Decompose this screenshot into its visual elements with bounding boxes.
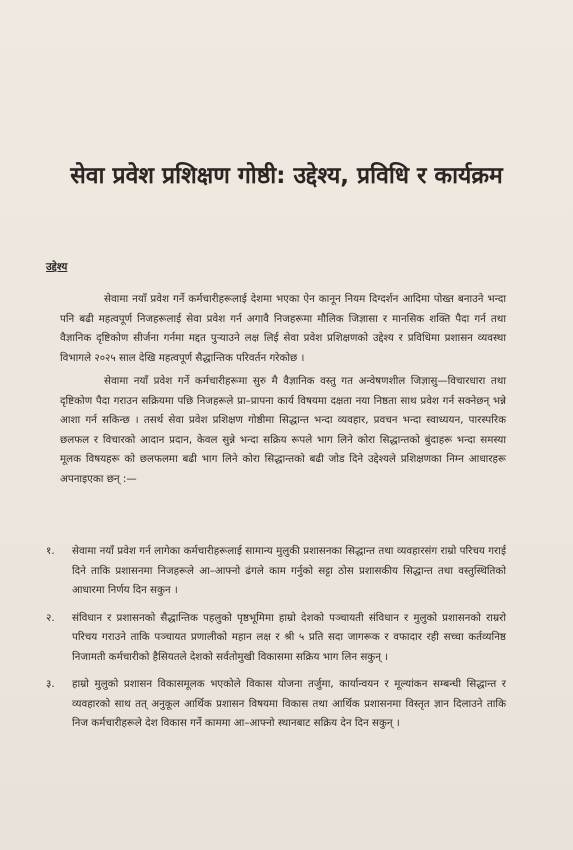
paragraph: सेवामा नयाँ प्रवेश गर्ने कर्मचारीहरूमा सुरु मै वैज्ञानिक वस्तु गत अन्वेषणशील जिज्ञासु—विचारधारा तथा दृष्टिकोण पैदा गराउन सक्रियमा पछि निजहरूले प्रा–प्रापना कार्य विषयमा दक्षता नया निष्ठता साथ प्रवेश गर्न सक्नेछन् भन्ने आशा गर्न सकिन्छ । तसर्थ सेवा प्रवेश प्रशिक्षण गोष्ठीमा सिद्धान्त भन्दा व्यवहार, प्रवचन भन्दा स्वाध्ययन, पारस्परिक छलफल र विचारको आदान प्रदान, केवल सुन्ने भन्दा सक्रिय रूपले भाग लिने कोरा सिद्धान्तको बुंदाहरू भन्दा समस्या मूलक विषयहरू को छलफलमा बढी भाग लिने कोरा सिद्धान्तको बढी जोड दिने उद्देश्यले प्रशिक्षणका निम्न आधारहरू अपनाइएका छन् :— xyxy=(60,375,506,485)
list-item xyxy=(46,675,506,734)
list-number: १. xyxy=(46,545,55,557)
paragraph: सेवामा नयाँ प्रवेश गर्ने कर्मचारीहरूलाई देशमा भएका ऐन कानून नियम दिग्दर्शन आदिमा पोख्त बनाउने भन्दा पनि बढी महत्वपूर्ण निजहरूलाई सेवा प्रवेश गर्न अगावै निजहरूमा मौलिक जिज्ञासा र मानसिक शक्ति पैदा गर्न तथा वैज्ञानिक दृष्टिकोण सीर्जना गर्नमा मद्दत पुऱ्याउने लक्ष लिई सेवा प्रवेश प्रशिक्षणको उद्देश्य र प्रविधिमा प्रशासन व्यवस्था विभागले २०२५ साल देखि महत्वपूर्ण सैद्धान्तिक परिवर्तन गरेकोछ । xyxy=(60,293,506,364)
list-number: २. xyxy=(46,611,55,624)
list-text: संविधान र प्रशासनको सैद्धान्तिक पहलुको पृष्ठभूमिमा हाम्रो देशको पञ्चायती संविधान र मुलुको प्रशासनको राम्ररो परिचय गराउने ताकि पञ्चायत प्रणालीको महान लक्ष र श्री ५ प्रति सदा जागरूक र वफादार रही सच्चा कर्तव्यनिष्ठ निजामती कर्मचारीको हैसियतले देशको सर्वतोमुखी विकासमा सक्रिय भाग लिन सकुन् । xyxy=(72,611,506,663)
section-heading: उद्देश्य xyxy=(46,261,68,273)
list-item xyxy=(46,609,506,668)
list-number: ३. xyxy=(46,678,55,690)
page-title: सेवा प्रवेश प्रशिक्षण गोष्ठी: उद्देश्य, प्रविधि र कार्यक्रम xyxy=(70,163,503,189)
objectives-list xyxy=(46,542,506,742)
list-item xyxy=(46,542,506,601)
list-text: हाम्रो मुलुको प्रशासन विकासमूलक भएकोले विकास योजना तर्जुमा, कार्यान्वयन र मूल्यांकन सम्बन्धी सिद्धान्त र व्यवहारको साथ तत् अनुकूल आर्थिक प्रशासन विषयमा विकास तथा आर्थिक प्रशासनमा विस्तृत ज्ञान दिलाउने ताकि निज कर्मचारीहरूले देश विकास गर्ने काममा आ–आफ्नो स्थानबाट सक्रिय देन दिन सकुन् । xyxy=(72,678,506,729)
list-text: सेवामा नयाँ प्रवेश गर्न लागेका कर्मचारीहरूलाई सामान्य मुलुकी प्रशासनका सिद्धान्त तथा व्यवहारसंग राम्रो परिचय गराई दिने ताकि प्रशासनमा निजहरूले आ–आफ्नो ढंगले काम गर्नुको सट्टा ठोस प्रशासकीय सिद्धान्त तथा वस्तुस्थितिको आधारमा निर्णय दिन सकुन । xyxy=(72,545,506,596)
body-text xyxy=(60,290,506,493)
